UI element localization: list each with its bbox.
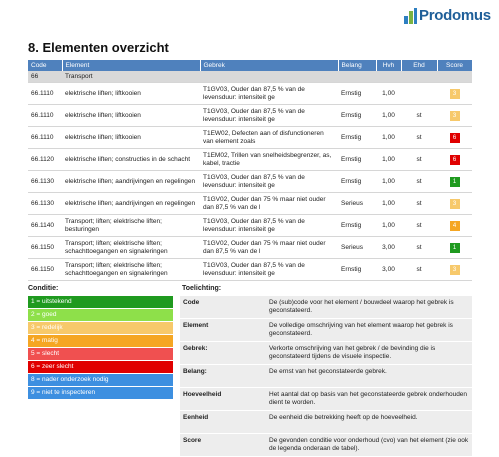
table-header bbox=[28, 60, 472, 71]
toelichting-value: De ernst van het geconstateerde gebrek. bbox=[266, 365, 472, 388]
toelichting-key: Hoeveelheid bbox=[180, 388, 266, 411]
conditie-item: 5 = slecht bbox=[28, 348, 173, 360]
row-code: 66.1130 bbox=[28, 171, 62, 193]
toelichting-row bbox=[180, 434, 472, 457]
row-hvh: 3,00 bbox=[376, 259, 401, 281]
row-element: elektrische liften; liftkooien bbox=[62, 83, 200, 105]
score-badge: 6 bbox=[450, 155, 460, 165]
row-ehd: st bbox=[401, 127, 437, 149]
toelichting-value: De (sub)code voor het element / bouwdeel waarop het gebrek is geconstateerd. bbox=[266, 296, 472, 319]
toelichting-row bbox=[180, 342, 472, 365]
score-badge: 3 bbox=[450, 111, 460, 121]
row-ehd: st bbox=[401, 193, 437, 215]
row-gebrek: T1GV02, Ouder dan 75 % maar niet ouder dan 87,5 % van de l bbox=[200, 193, 338, 215]
row-belang: Ernstig bbox=[338, 83, 376, 105]
row-gebrek: T1GV03, Ouder dan 87,5 % van de levensduur: intensiteit ge bbox=[200, 83, 338, 105]
row-hvh: 3,00 bbox=[376, 237, 401, 259]
row-ehd: st bbox=[401, 237, 437, 259]
logo-text: Prodomus bbox=[419, 6, 491, 24]
row-element: elektrische liften; liftkooien bbox=[62, 127, 200, 149]
row-ehd: st bbox=[401, 259, 437, 281]
conditie-item: 3 = redelijk bbox=[28, 322, 173, 334]
row-ehd: st bbox=[401, 149, 437, 171]
row-hvh: 1,00 bbox=[376, 171, 401, 193]
row-score bbox=[437, 259, 472, 281]
row-belang: Serieus bbox=[338, 237, 376, 259]
conditie-item: 1 = uitstekend bbox=[28, 296, 173, 308]
row-score bbox=[437, 105, 472, 127]
toelichting-row bbox=[180, 319, 472, 342]
score-badge: 1 bbox=[450, 243, 460, 253]
row-gebrek: T1EM02, Trillen van snelheidsbegrenzer, as, kabel, tractie bbox=[200, 149, 338, 171]
page-title: 8. Elementen overzicht bbox=[28, 40, 169, 55]
row-score bbox=[437, 193, 472, 215]
table-row bbox=[28, 127, 472, 149]
column-header: Ehd bbox=[401, 60, 437, 71]
toelichting-key: Code bbox=[180, 296, 266, 319]
row-element: Transport; liften; elektrische liften; schachttoegangen en signaleringen bbox=[62, 237, 200, 259]
row-code: 66.1120 bbox=[28, 149, 62, 171]
row-ehd: st bbox=[401, 215, 437, 237]
toelichting-value: Verkorte omschrijving van het gebrek / de bevinding die is geconstateerd tijdens de visuele inspectie. bbox=[266, 342, 472, 365]
score-badge: 1 bbox=[450, 177, 460, 187]
row-belang: Ernstig bbox=[338, 171, 376, 193]
toelichting-value: Het aantal dat op basis van het geconstateerde gebrek onderhouden dient te worden. bbox=[266, 388, 472, 411]
column-header: Gebrek bbox=[200, 60, 338, 71]
row-code: 66.1130 bbox=[28, 193, 62, 215]
row-element: elektrische liften; constructies in de schacht bbox=[62, 149, 200, 171]
table-row bbox=[28, 259, 472, 281]
row-score bbox=[437, 171, 472, 193]
toelichting-title: Toelichting: bbox=[182, 285, 222, 292]
score-badge: 3 bbox=[450, 199, 460, 209]
elements-table bbox=[28, 60, 473, 281]
table-row bbox=[28, 149, 472, 171]
row-gebrek: T1GV02, Ouder dan 75 % maar niet ouder dan 87,5 % van de l bbox=[200, 237, 338, 259]
row-belang: Ernstig bbox=[338, 259, 376, 281]
row-gebrek: T1GV03, Ouder dan 87,5 % van de levensduur: intensiteit ge bbox=[200, 215, 338, 237]
toelichting-row bbox=[180, 388, 472, 411]
table-row bbox=[28, 237, 472, 259]
row-ehd: st bbox=[401, 171, 437, 193]
row-belang: Ernstig bbox=[338, 149, 376, 171]
row-score bbox=[437, 237, 472, 259]
row-gebrek: T1GV03, Ouder dan 87,5 % van de levensduur: intensiteit ge bbox=[200, 105, 338, 127]
row-hvh: 1,00 bbox=[376, 215, 401, 237]
toelichting-row bbox=[180, 411, 472, 434]
row-hvh: 1,00 bbox=[376, 193, 401, 215]
row-element: Transport; liften; elektrische liften; schachttoegangen en signaleringen bbox=[62, 259, 200, 281]
conditie-item: 2 = goed bbox=[28, 309, 173, 321]
group-row bbox=[28, 71, 472, 83]
row-element: elektrische liften; aandrijvingen en regelingen bbox=[62, 171, 200, 193]
column-header: Code bbox=[28, 60, 62, 71]
row-belang: Ernstig bbox=[338, 105, 376, 127]
table-row bbox=[28, 171, 472, 193]
toelichting-key: Element bbox=[180, 319, 266, 342]
row-hvh: 1,00 bbox=[376, 105, 401, 127]
score-badge: 4 bbox=[450, 221, 460, 231]
toelichting-key: Belang: bbox=[180, 365, 266, 388]
conditie-item: 9 = niet te inspecteren bbox=[28, 387, 173, 399]
row-gebrek: T1GV03, Ouder dan 87,5 % van de levensduur: intensiteit ge bbox=[200, 259, 338, 281]
row-hvh: 1,00 bbox=[376, 149, 401, 171]
toelichting-value: De eenheid die betrekking heeft op de hoeveelheid. bbox=[266, 411, 472, 434]
row-score bbox=[437, 215, 472, 237]
toelichting-value: De gevonden conditie voor onderhoud (cvo) van het element (zie ook de legenda onderaan de tabel). bbox=[266, 434, 472, 457]
group-code: 66 bbox=[28, 71, 62, 83]
table-row bbox=[28, 83, 472, 105]
conditie-legend bbox=[28, 296, 173, 400]
row-score bbox=[437, 149, 472, 171]
column-header: Hvh bbox=[376, 60, 401, 71]
row-element: elektrische liften; liftkooien bbox=[62, 105, 200, 127]
conditie-item: 4 = matig bbox=[28, 335, 173, 347]
column-header: Belang bbox=[338, 60, 376, 71]
table-row bbox=[28, 215, 472, 237]
row-belang: Ernstig bbox=[338, 127, 376, 149]
row-belang: Ernstig bbox=[338, 215, 376, 237]
score-badge: 3 bbox=[450, 265, 460, 275]
toelichting-table bbox=[180, 296, 472, 457]
row-element: Transport; liften; elektrische liften; besturingen bbox=[62, 215, 200, 237]
conditie-item: 6 = zeer slecht bbox=[28, 361, 173, 373]
table-row bbox=[28, 193, 472, 215]
conditie-item: 8 = nader onderzoek nodig bbox=[28, 374, 173, 386]
toelichting-key: Score bbox=[180, 434, 266, 457]
column-header: Score bbox=[437, 60, 472, 71]
score-badge: 6 bbox=[450, 133, 460, 143]
row-belang: Serieus bbox=[338, 193, 376, 215]
conditie-title: Conditie: bbox=[28, 285, 59, 292]
table-row bbox=[28, 105, 472, 127]
row-code: 66.1110 bbox=[28, 127, 62, 149]
row-code: 66.1150 bbox=[28, 237, 62, 259]
row-element: elektrische liften; aandrijvingen en regelingen bbox=[62, 193, 200, 215]
column-header: Element bbox=[62, 60, 200, 71]
row-code: 66.1150 bbox=[28, 259, 62, 281]
row-score bbox=[437, 127, 472, 149]
toelichting-row bbox=[180, 365, 472, 388]
row-score bbox=[437, 83, 472, 105]
toelichting-key: Gebrek: bbox=[180, 342, 266, 365]
logo-bars-icon bbox=[404, 7, 417, 24]
toelichting-row bbox=[180, 296, 472, 319]
score-badge: 3 bbox=[450, 89, 460, 99]
row-code: 66.1110 bbox=[28, 105, 62, 127]
toelichting-key: Eenheid bbox=[180, 411, 266, 434]
row-ehd: st bbox=[401, 105, 437, 127]
group-name: Transport bbox=[62, 71, 472, 83]
row-hvh: 1,00 bbox=[376, 127, 401, 149]
row-code: 66.1140 bbox=[28, 215, 62, 237]
row-gebrek: T1EW02, Defecten aan of disfunctioneren van element zoals bbox=[200, 127, 338, 149]
row-gebrek: T1GV03, Ouder dan 87,5 % van de levensduur: intensiteit ge bbox=[200, 171, 338, 193]
row-code: 66.1110 bbox=[28, 83, 62, 105]
prodomus-logo bbox=[404, 4, 491, 26]
row-ehd bbox=[401, 83, 437, 105]
toelichting-value: De volledige omschrijving van het element waarop het gebrek is geconstateerd. bbox=[266, 319, 472, 342]
row-hvh: 1,00 bbox=[376, 83, 401, 105]
